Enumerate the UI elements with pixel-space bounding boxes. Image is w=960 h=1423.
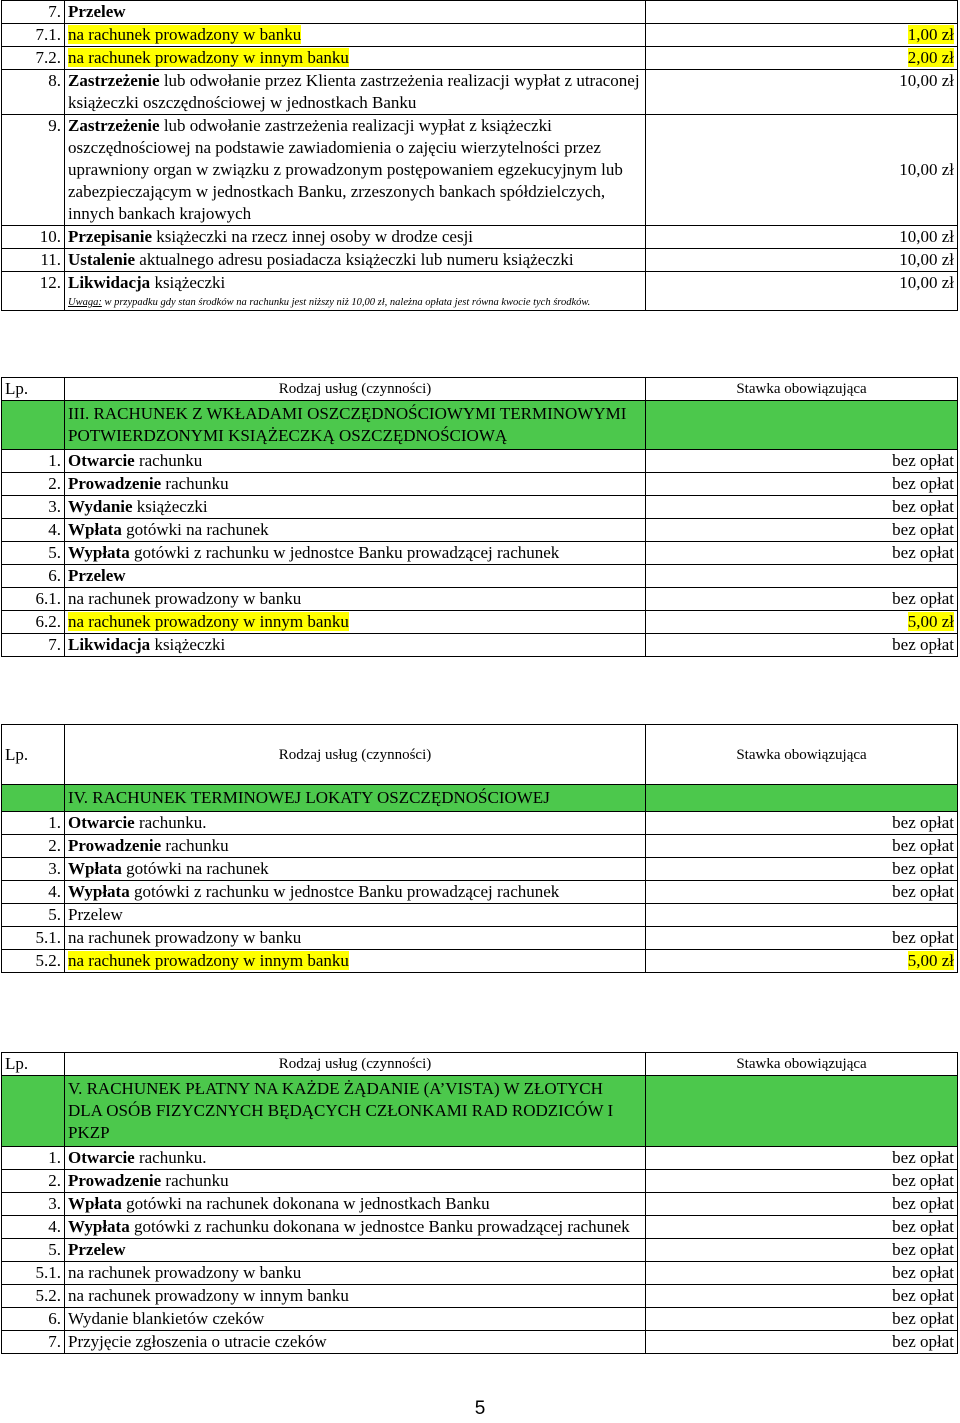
service-detail: rachunku: [134, 451, 203, 470]
row-number: 4.: [2, 1216, 65, 1239]
service-detail: na rachunek prowadzony w innym banku: [68, 48, 349, 67]
service-detail: na rachunek prowadzony w banku: [68, 1263, 302, 1282]
fee-rate: [646, 565, 958, 588]
row-number: 5.1.: [2, 927, 65, 950]
description-text: [68, 813, 206, 832]
table-header: [2, 378, 958, 401]
description-text: [68, 836, 229, 855]
fee-note: [68, 296, 642, 310]
table-row: [2, 473, 958, 496]
fee-rate-value: bez opłat: [892, 928, 954, 947]
fee-table-section-v: [1, 1052, 958, 1354]
description-text: [68, 882, 559, 901]
description-text: [68, 1309, 264, 1328]
fee-rate: [646, 249, 958, 272]
table-row: [2, 611, 958, 634]
fee-rate: [646, 634, 958, 657]
table-row: [2, 47, 958, 70]
fee-rate: [646, 450, 958, 473]
description-text: [68, 1171, 229, 1190]
service-description: [65, 24, 646, 47]
service-detail: lub odwołanie zastrzeżenia realizacji wypłat z książeczki oszczędnościowej na podstawie zawiadomienia o zajęciu wierzytelności przez uprawniony organ w związku z prowadzonym postępowaniem egzekucyjnym lub zabezpieczającym w jednostkach Banku, zrzeszonych bankach spółdzielczych, innych bankach krajowych: [68, 116, 623, 223]
service-description: [65, 881, 646, 904]
fee-rate-value: bez opłat: [892, 520, 954, 539]
description-text: [68, 451, 202, 470]
service-description: [65, 473, 646, 496]
fee-rate: [646, 950, 958, 973]
fee-rate-value: bez opłat: [892, 497, 954, 516]
service-description: [65, 1331, 646, 1354]
row-number: 5.2.: [2, 950, 65, 973]
service-description: [65, 588, 646, 611]
description-text: [68, 928, 301, 947]
table-row: [2, 70, 958, 115]
service-detail: gotówki na rachunek dokonana w jednostkach Banku: [121, 1194, 490, 1213]
fee-rate-value: 5,00 zł: [907, 612, 954, 631]
fee-rate-value: bez opłat: [892, 1332, 954, 1351]
table-row: [2, 1331, 958, 1354]
note-label: Uwaga:: [68, 297, 102, 308]
service-description: [65, 812, 646, 835]
row-number: 3.: [2, 496, 65, 519]
fee-rate-value: 10,00 zł: [899, 160, 954, 179]
description-text: [68, 2, 126, 21]
fee-rate: [646, 1216, 958, 1239]
note-text: w przypadku gdy stan środków na rachunku jest niższy niż 10,00 zł, należna opłata jest równa kwocie tych środków.: [101, 297, 591, 308]
header-service-type: Rodzaj usług (czynności): [65, 378, 646, 401]
row-number: 3.: [2, 858, 65, 881]
service-detail: rachunku.: [134, 813, 207, 832]
fee-rate: [646, 1308, 958, 1331]
service-detail: gotówki z rachunku dokonana w jednostce Banku prowadzącej rachunek: [129, 1217, 630, 1236]
fee-rate: [646, 1239, 958, 1262]
description-text: [68, 1263, 301, 1282]
service-keyword: Wpłata: [68, 520, 122, 539]
service-detail: gotówki z rachunku w jednostce Banku prowadzącej rachunek: [129, 543, 560, 562]
table-row: [2, 858, 958, 881]
fee-rate: [646, 1331, 958, 1354]
service-description: [65, 927, 646, 950]
header-service-type: Rodzaj usług (czynności): [65, 1053, 646, 1076]
service-keyword: Prowadzenie: [68, 1171, 162, 1190]
fee-rate-value: bez opłat: [892, 589, 954, 608]
fee-rate-value: bez opłat: [892, 1309, 954, 1328]
service-description: [65, 70, 646, 115]
description-text: [68, 1332, 327, 1351]
fee-rate-value: 5,00 zł: [907, 951, 954, 970]
service-description: [65, 542, 646, 565]
fee-rate: [646, 473, 958, 496]
fee-rate: [646, 1, 958, 24]
row-number: 5.1.: [2, 1262, 65, 1285]
service-description: [65, 1239, 646, 1262]
header-rate: Stawka obowiązująca: [646, 725, 958, 785]
fee-rate-value: bez opłat: [892, 1194, 954, 1213]
row-number: 12.: [2, 272, 65, 311]
fee-rate: [646, 881, 958, 904]
service-description: [65, 565, 646, 588]
fee-rate-value: bez opłat: [892, 836, 954, 855]
service-description: [65, 1193, 646, 1216]
fee-rate: [646, 47, 958, 70]
service-description: [65, 450, 646, 473]
section-lp-cell: [2, 785, 65, 812]
fee-rate: [646, 226, 958, 249]
header-rate: Stawka obowiązująca: [646, 1053, 958, 1076]
section-title-row: [2, 785, 958, 812]
row-number: 1.: [2, 450, 65, 473]
service-keyword: Wypłata: [68, 543, 130, 562]
fee-rate-value: bez opłat: [892, 1217, 954, 1236]
description-text: [68, 905, 123, 924]
table-row: [2, 115, 958, 226]
service-description: [65, 904, 646, 927]
fee-rate: [646, 115, 958, 226]
fee-rate-value: 10,00 zł: [899, 227, 954, 246]
fee-rate-value: 1,00 zł: [907, 25, 954, 44]
fee-rate-value: bez opłat: [892, 543, 954, 562]
table-row: [2, 1170, 958, 1193]
service-detail: Wydanie blankietów czeków: [68, 1309, 265, 1328]
fee-rate-value: bez opłat: [892, 859, 954, 878]
service-keyword: Przelew: [68, 2, 126, 21]
fee-rate: [646, 1170, 958, 1193]
header-service-type: Rodzaj usług (czynności): [65, 725, 646, 785]
row-number: 7.: [2, 1, 65, 24]
service-description: [65, 1216, 646, 1239]
header-lp: Lp.: [2, 725, 65, 785]
service-keyword: Przelew: [68, 566, 126, 585]
description-text: [68, 612, 349, 631]
fee-rate: [646, 1262, 958, 1285]
fee-rate-value: 10,00 zł: [899, 273, 954, 292]
fee-rate: [646, 588, 958, 611]
section-lp-cell: [2, 1076, 65, 1147]
fee-rate-value: 10,00 zł: [899, 71, 954, 90]
table-row: [2, 565, 958, 588]
service-detail: lub odwołanie przez Klienta zastrzeżenia realizacji wypłat z utraconej książeczki oszczędnościowej w jednostkach Banku: [68, 71, 640, 112]
table-row: [2, 950, 958, 973]
service-detail: na rachunek prowadzony w banku: [68, 25, 302, 44]
section-title: III. RACHUNEK Z WKŁADAMI OSZCZĘDNOŚCIOWYMI TERMINOWYMI POTWIERDZONYMI KSIĄŻECZKĄ OSZCZĘDNOŚCIOWĄ: [65, 401, 646, 450]
description-text: [68, 1148, 206, 1167]
row-number: 7.2.: [2, 47, 65, 70]
table-header: [2, 1053, 958, 1076]
fee-rate: [646, 1285, 958, 1308]
description-text: [68, 48, 349, 67]
service-keyword: Wpłata: [68, 1194, 122, 1213]
description-text: [68, 589, 301, 608]
fee-table-section-iii: [1, 377, 958, 657]
service-description: [65, 519, 646, 542]
description-text: [68, 566, 126, 585]
service-detail: rachunku: [161, 1171, 229, 1190]
service-detail: Przelew: [68, 905, 123, 924]
fee-rate: [646, 904, 958, 927]
service-detail: na rachunek prowadzony w innym banku: [68, 612, 349, 631]
section-title-row: [2, 401, 958, 450]
row-number: 7.: [2, 634, 65, 657]
table-row: [2, 927, 958, 950]
description-text: [68, 71, 640, 112]
row-number: 8.: [2, 70, 65, 115]
service-detail: rachunku: [161, 474, 229, 493]
fee-rate-value: 10,00 zł: [899, 250, 954, 269]
fee-rate: [646, 858, 958, 881]
fee-rate-value: bez opłat: [892, 474, 954, 493]
section-rate-cell: [646, 401, 958, 450]
service-keyword: Zastrzeżenie: [68, 116, 160, 135]
service-detail: na rachunek prowadzony w innym banku: [68, 1286, 349, 1305]
service-description: [65, 272, 646, 311]
description-text: [68, 474, 229, 493]
fee-rate: [646, 272, 958, 311]
fee-rate-value: bez opłat: [892, 813, 954, 832]
section-title: V. RACHUNEK PŁATNY NA KAŻDE ŻĄDANIE (A’VISTA) W ZŁOTYCH DLA OSÓB FIZYCZNYCH BĘDĄCYCH CZŁONKAMI RAD RODZICÓW I PKZP: [65, 1076, 646, 1147]
service-keyword: Prowadzenie: [68, 836, 162, 855]
row-number: 5.: [2, 1239, 65, 1262]
service-detail: rachunku: [161, 836, 229, 855]
service-keyword: Likwidacja: [68, 635, 151, 654]
table-row: [2, 1193, 958, 1216]
service-detail: aktualnego adresu posiadacza książeczki lub numeru książeczki: [135, 250, 574, 269]
service-keyword: Przelew: [68, 1240, 126, 1259]
section-title-row: [2, 1076, 958, 1147]
service-keyword: Otwarcie: [68, 1148, 135, 1167]
fee-rate: [646, 611, 958, 634]
table-row: [2, 881, 958, 904]
service-keyword: Wpłata: [68, 859, 122, 878]
section-rate-cell: [646, 785, 958, 812]
table-row: [2, 272, 958, 311]
row-number: 4.: [2, 519, 65, 542]
table-row: [2, 1, 958, 24]
description-text: [68, 951, 349, 970]
table-row: [2, 1147, 958, 1170]
row-number: 11.: [2, 249, 65, 272]
service-description: [65, 611, 646, 634]
table-row: [2, 542, 958, 565]
header-rate: Stawka obowiązująca: [646, 378, 958, 401]
fee-rate-value: bez opłat: [892, 882, 954, 901]
table-row: [2, 812, 958, 835]
service-keyword: Wypłata: [68, 882, 130, 901]
table-row: [2, 1285, 958, 1308]
row-number: 6.: [2, 1308, 65, 1331]
description-text: [68, 1240, 126, 1259]
service-detail: Przyjęcie zgłoszenia o utracie czeków: [68, 1332, 327, 1351]
row-number: 1.: [2, 812, 65, 835]
row-number: 10.: [2, 226, 65, 249]
table-row: [2, 249, 958, 272]
service-detail: gotówki na rachunek: [121, 520, 269, 539]
row-number: 2.: [2, 473, 65, 496]
service-description: [65, 1262, 646, 1285]
service-description: [65, 226, 646, 249]
description-text: [68, 635, 225, 654]
service-detail: gotówki na rachunek: [121, 859, 269, 878]
fee-rate-value: bez opłat: [892, 635, 954, 654]
service-detail: książeczki: [150, 635, 226, 654]
row-number: 9.: [2, 115, 65, 226]
table-row: [2, 634, 958, 657]
fee-rate-value: bez opłat: [892, 1286, 954, 1305]
fee-table-section-iv: [1, 724, 958, 973]
service-description: [65, 249, 646, 272]
service-description: [65, 496, 646, 519]
fee-rate-value: bez opłat: [892, 1171, 954, 1190]
table-row: [2, 835, 958, 858]
table-row: [2, 588, 958, 611]
header-lp: Lp.: [2, 1053, 65, 1076]
service-description: [65, 858, 646, 881]
service-detail: na rachunek prowadzony w banku: [68, 589, 302, 608]
table-row: [2, 226, 958, 249]
fee-rate: [646, 496, 958, 519]
fee-rate: [646, 812, 958, 835]
description-text: [68, 250, 574, 269]
service-description: [65, 634, 646, 657]
description-text: [68, 520, 269, 539]
fee-rate-value: 2,00 zł: [907, 48, 954, 67]
service-detail: na rachunek prowadzony w banku: [68, 928, 302, 947]
service-keyword: Otwarcie: [68, 451, 135, 470]
service-description: [65, 950, 646, 973]
service-keyword: Wypłata: [68, 1217, 130, 1236]
fee-table-continued: [1, 0, 958, 311]
fee-rate-value: bez opłat: [892, 451, 954, 470]
fee-rate-value: bez opłat: [892, 1240, 954, 1259]
table-row: [2, 1262, 958, 1285]
description-text: [68, 859, 269, 878]
service-keyword: Przepisanie: [68, 227, 153, 246]
service-description: [65, 115, 646, 226]
fee-rate: [646, 542, 958, 565]
service-description: [65, 835, 646, 858]
table-header: [2, 725, 958, 785]
description-text: [68, 1286, 349, 1305]
description-text: [68, 543, 559, 562]
row-number: 3.: [2, 1193, 65, 1216]
row-number: 2.: [2, 835, 65, 858]
description-text: [68, 1194, 490, 1213]
row-number: 1.: [2, 1147, 65, 1170]
description-text: [68, 25, 301, 44]
table-row: [2, 450, 958, 473]
section-rate-cell: [646, 1076, 958, 1147]
service-keyword: Ustalenie: [68, 250, 136, 269]
service-keyword: Otwarcie: [68, 813, 135, 832]
service-detail: książeczki: [150, 273, 226, 292]
service-detail: książeczki na rzecz innej osoby w drodze cesji: [152, 227, 474, 246]
fee-rate: [646, 519, 958, 542]
fee-rate: [646, 24, 958, 47]
row-number: 2.: [2, 1170, 65, 1193]
table-row: [2, 496, 958, 519]
fee-rate: [646, 927, 958, 950]
service-description: [65, 47, 646, 70]
section-lp-cell: [2, 401, 65, 450]
table-row: [2, 904, 958, 927]
service-description: [65, 1308, 646, 1331]
service-keyword: Likwidacja: [68, 273, 151, 292]
fee-rate: [646, 1193, 958, 1216]
service-description: [65, 1285, 646, 1308]
table-row: [2, 1216, 958, 1239]
service-keyword: Zastrzeżenie: [68, 71, 160, 90]
table-row: [2, 519, 958, 542]
section-title: IV. RACHUNEK TERMINOWEJ LOKATY OSZCZĘDNOŚCIOWEJ: [65, 785, 646, 812]
row-number: 4.: [2, 881, 65, 904]
fee-rate-value: bez opłat: [892, 1148, 954, 1167]
table-row: [2, 24, 958, 47]
page-number: 5: [474, 1398, 486, 1419]
table-row: [2, 1239, 958, 1262]
fee-rate: [646, 1147, 958, 1170]
description-text: [68, 1217, 630, 1236]
service-keyword: Wydanie: [68, 497, 133, 516]
service-keyword: Prowadzenie: [68, 474, 162, 493]
service-detail: na rachunek prowadzony w innym banku: [68, 951, 349, 970]
service-description: [65, 1147, 646, 1170]
fee-rate: [646, 835, 958, 858]
description-text: [68, 273, 225, 292]
header-lp: Lp.: [2, 378, 65, 401]
fee-rate-value: bez opłat: [892, 1263, 954, 1282]
service-detail: gotówki z rachunku w jednostce Banku prowadzącej rachunek: [129, 882, 560, 901]
row-number: 6.2.: [2, 611, 65, 634]
fee-rate: [646, 70, 958, 115]
row-number: 5.: [2, 542, 65, 565]
row-number: 6.1.: [2, 588, 65, 611]
row-number: 7.1.: [2, 24, 65, 47]
table-row: [2, 1308, 958, 1331]
description-text: [68, 116, 623, 223]
service-detail: książeczki: [132, 497, 208, 516]
description-text: [68, 497, 208, 516]
row-number: 5.2.: [2, 1285, 65, 1308]
row-number: 7.: [2, 1331, 65, 1354]
description-text: [68, 227, 473, 246]
row-number: 6.: [2, 565, 65, 588]
service-description: [65, 1170, 646, 1193]
row-number: 5.: [2, 904, 65, 927]
service-description: [65, 1, 646, 24]
service-detail: rachunku.: [134, 1148, 207, 1167]
